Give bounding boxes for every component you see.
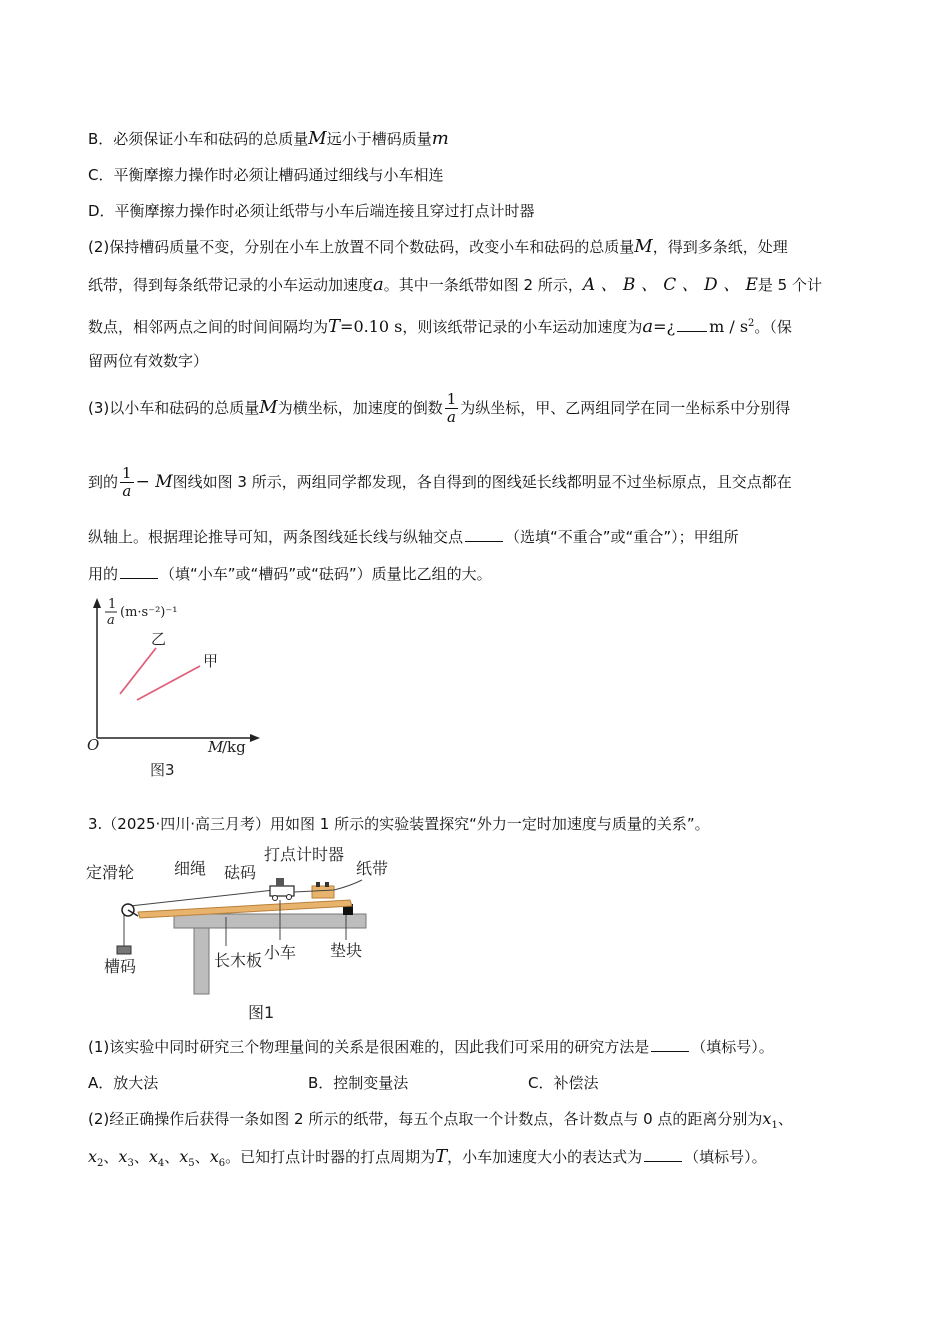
option-b — [88, 128, 449, 150]
label-string: 细绳 — [174, 859, 207, 878]
var-M: M — [634, 236, 653, 257]
table-top — [174, 914, 366, 928]
fraction-denominator: a — [447, 408, 456, 426]
part2-line1 — [88, 236, 788, 258]
xlabel-var: M — [208, 738, 224, 756]
part3-line4 — [88, 563, 492, 585]
x-axis-arrow — [250, 734, 260, 742]
fraction-numerator: 1 — [446, 390, 457, 408]
cart-wheel — [273, 896, 278, 901]
label-hook-mass: 槽码 — [104, 957, 137, 976]
part2-line1-text: (2)保持槽码质量不变，分别在小车上放置不同个数砝码，改变小车和砝码的总质量 — [88, 238, 635, 256]
subscript: 1 — [771, 1120, 778, 1131]
point-labels: A 、 B 、 C 、 D 、 E — [582, 275, 758, 295]
origin-label: O — [87, 736, 100, 754]
y-axis-arrow — [93, 598, 101, 608]
timer-pin — [325, 882, 329, 887]
timer-pin — [316, 882, 320, 887]
var-M: M — [259, 397, 278, 418]
option-c: C．补偿法 — [528, 1074, 599, 1092]
part2-line2 — [88, 274, 822, 296]
ylabel-denominator: a — [107, 613, 115, 628]
xlabel-unit: /kg — [222, 738, 246, 756]
q3-part2-line2: $x_2$、$x_3$、$x_4$、$x_5$、$x_6$。已知打点计时器的打点周期为T，小车加速度大小的表达式为 （填标号）。 — [88, 1146, 767, 1169]
subscript: 3 — [127, 1158, 134, 1169]
option-b-mid: 远小于槽码质量 — [326, 130, 432, 148]
q3-title: 3.（2025·四川·高三月考）用如图 1 所示的实验装置探究“外力一定时加速度与质量的关系”。 — [88, 815, 710, 833]
label-board: 长木板 — [214, 951, 263, 970]
q3-part2-end: （填标号）。 — [684, 1148, 767, 1166]
cart-wheel — [287, 895, 292, 900]
part2-line3-text: 数点，相邻两点之间的时间间隔均为 — [88, 318, 329, 336]
q3-part2-mid: 。已知打点计时器的打点周期为 — [225, 1148, 436, 1166]
weight-shape — [276, 878, 284, 886]
timer-shape — [312, 886, 334, 898]
subscript: 6 — [218, 1158, 226, 1169]
line-jia — [137, 666, 200, 700]
q3-part1-text: (1)该实验中同时研究三个物理量间的关系是很困难的，因此我们可采用的研究方法是 — [88, 1038, 650, 1056]
q3-part2-post: ，小车加速度大小的表达式为 — [447, 1148, 643, 1166]
string-line — [130, 890, 274, 906]
var-a: a — [642, 316, 654, 337]
q3-part2-text: (2)经正确操作后获得一条如图 2 所示的纸带，每五个点取一个计数点，各计数点与 0 点的距离分别为 — [88, 1110, 763, 1128]
table-leg — [194, 928, 209, 994]
label-timer: 打点计时器 — [264, 845, 345, 864]
unit-exponent: 2 — [748, 318, 755, 329]
part2-line3-end: 。（保 — [754, 318, 792, 336]
unit: m / s — [709, 317, 749, 336]
label-pulley: 定滑轮 — [86, 863, 135, 882]
option-a: A．放大法 — [88, 1074, 159, 1092]
part2-line3 — [88, 313, 792, 338]
label-yi: 乙 — [151, 630, 167, 648]
q3-part1-end: （填标号）。 — [691, 1038, 774, 1056]
option-b: B．控制变量法 — [308, 1074, 409, 1092]
label-cart: 小车 — [264, 943, 297, 962]
part3-line1-text: (3)以小车和砝码的总质量 — [88, 399, 260, 417]
part3-line3-end: （选填“不重合”或“重合”）；甲组所 — [505, 528, 739, 546]
fraction-1-over-a — [445, 391, 459, 426]
part3-line2-text: 到的 — [88, 473, 119, 491]
figure-3-graph — [80, 592, 280, 787]
line-yi — [120, 648, 156, 694]
subscript: 4 — [157, 1158, 165, 1169]
equals-sign: =¿ — [653, 317, 676, 336]
var-m: m — [431, 128, 449, 149]
part3-line2-end: 图线如图 3 所示，两组同学都发现，各自得到的图线延长线都明显不过坐标原点，且交点都在 — [172, 473, 792, 491]
label-weight: 砝码 — [224, 863, 257, 882]
q3-part2-line1: (2)经正确操作后获得一条如图 2 所示的纸带，每五个点取一个计数点，各计数点与 0 点的距离分别为$x_1$、 — [88, 1109, 793, 1131]
part2-line2-end: 是 5 个计 — [757, 276, 822, 294]
answer-blank[interactable] — [677, 317, 707, 332]
option-c: C．平衡摩擦力操作时必须让槽码通过细线与小车相连 — [88, 166, 444, 184]
var-x1: x — [762, 1109, 772, 1128]
q3-part1 — [88, 1036, 774, 1058]
answer-blank[interactable] — [651, 1037, 689, 1052]
option-b-text: B．必须保证小车和砝码的总质量 — [88, 130, 309, 148]
part2-line1-end: ，得到多条纸，处理 — [652, 238, 788, 256]
answer-blank[interactable] — [465, 527, 503, 542]
part2-line4: 留两位有效数字） — [88, 352, 209, 370]
var-T: T — [435, 1146, 448, 1167]
answer-blank[interactable] — [644, 1147, 682, 1162]
var-a: a — [373, 274, 384, 295]
part3-line1-mid: 为横坐标，加速度的倒数 — [277, 399, 443, 417]
time-interval: =0.10 s — [340, 317, 403, 336]
subscript: 2 — [97, 1158, 104, 1169]
label-jia: 甲 — [203, 652, 219, 670]
figure-caption: 图3 — [150, 761, 175, 779]
label-tape: 纸带 — [356, 859, 389, 878]
option-d: D．平衡摩擦力操作时必须让纸带与小车后端连接且穿过打点计时器 — [88, 202, 535, 220]
part3-line1-end: 为纵坐标，甲、乙两组同学在同一坐标系中分别得 — [460, 399, 791, 417]
answer-blank[interactable] — [120, 564, 158, 579]
part3-line2 — [88, 462, 792, 502]
part3-line4-text: 用的 — [88, 565, 119, 583]
hook-mass-shape — [117, 946, 131, 954]
part3-line1 — [88, 388, 790, 428]
ylabel-unit: (m·s⁻²)⁻¹ — [120, 605, 178, 620]
var-T: T — [328, 316, 341, 337]
figure-caption: 图1 — [248, 1003, 275, 1022]
part2-line2-text: 纸带，得到每条纸带记录的小车运动加速度 — [88, 276, 374, 294]
part3-line3-text: 纵轴上。根据理论推导可知，两条图线延长线与纵轴交点 — [88, 528, 464, 546]
part2-line2-mid: 。其中一条纸带如图 2 所示， — [383, 276, 583, 294]
part3-line4-end: （填“小车”或“槽码”或“砝码”）质量比乙组的大。 — [160, 565, 492, 583]
part3-line3 — [88, 526, 739, 548]
label-block: 垫块 — [330, 941, 363, 960]
minus-M: − M — [135, 472, 173, 492]
ylabel-numerator: 1 — [108, 597, 117, 612]
fraction-denominator: a — [122, 482, 132, 500]
part2-line3-mid: ，则该纸带记录的小车运动加速度为 — [402, 318, 643, 336]
subscript: 5 — [188, 1158, 195, 1169]
figure-1-apparatus — [84, 842, 404, 1027]
fraction-1-over-a — [120, 465, 134, 500]
var-M: M — [308, 128, 327, 149]
fraction-numerator: 1 — [122, 464, 132, 482]
